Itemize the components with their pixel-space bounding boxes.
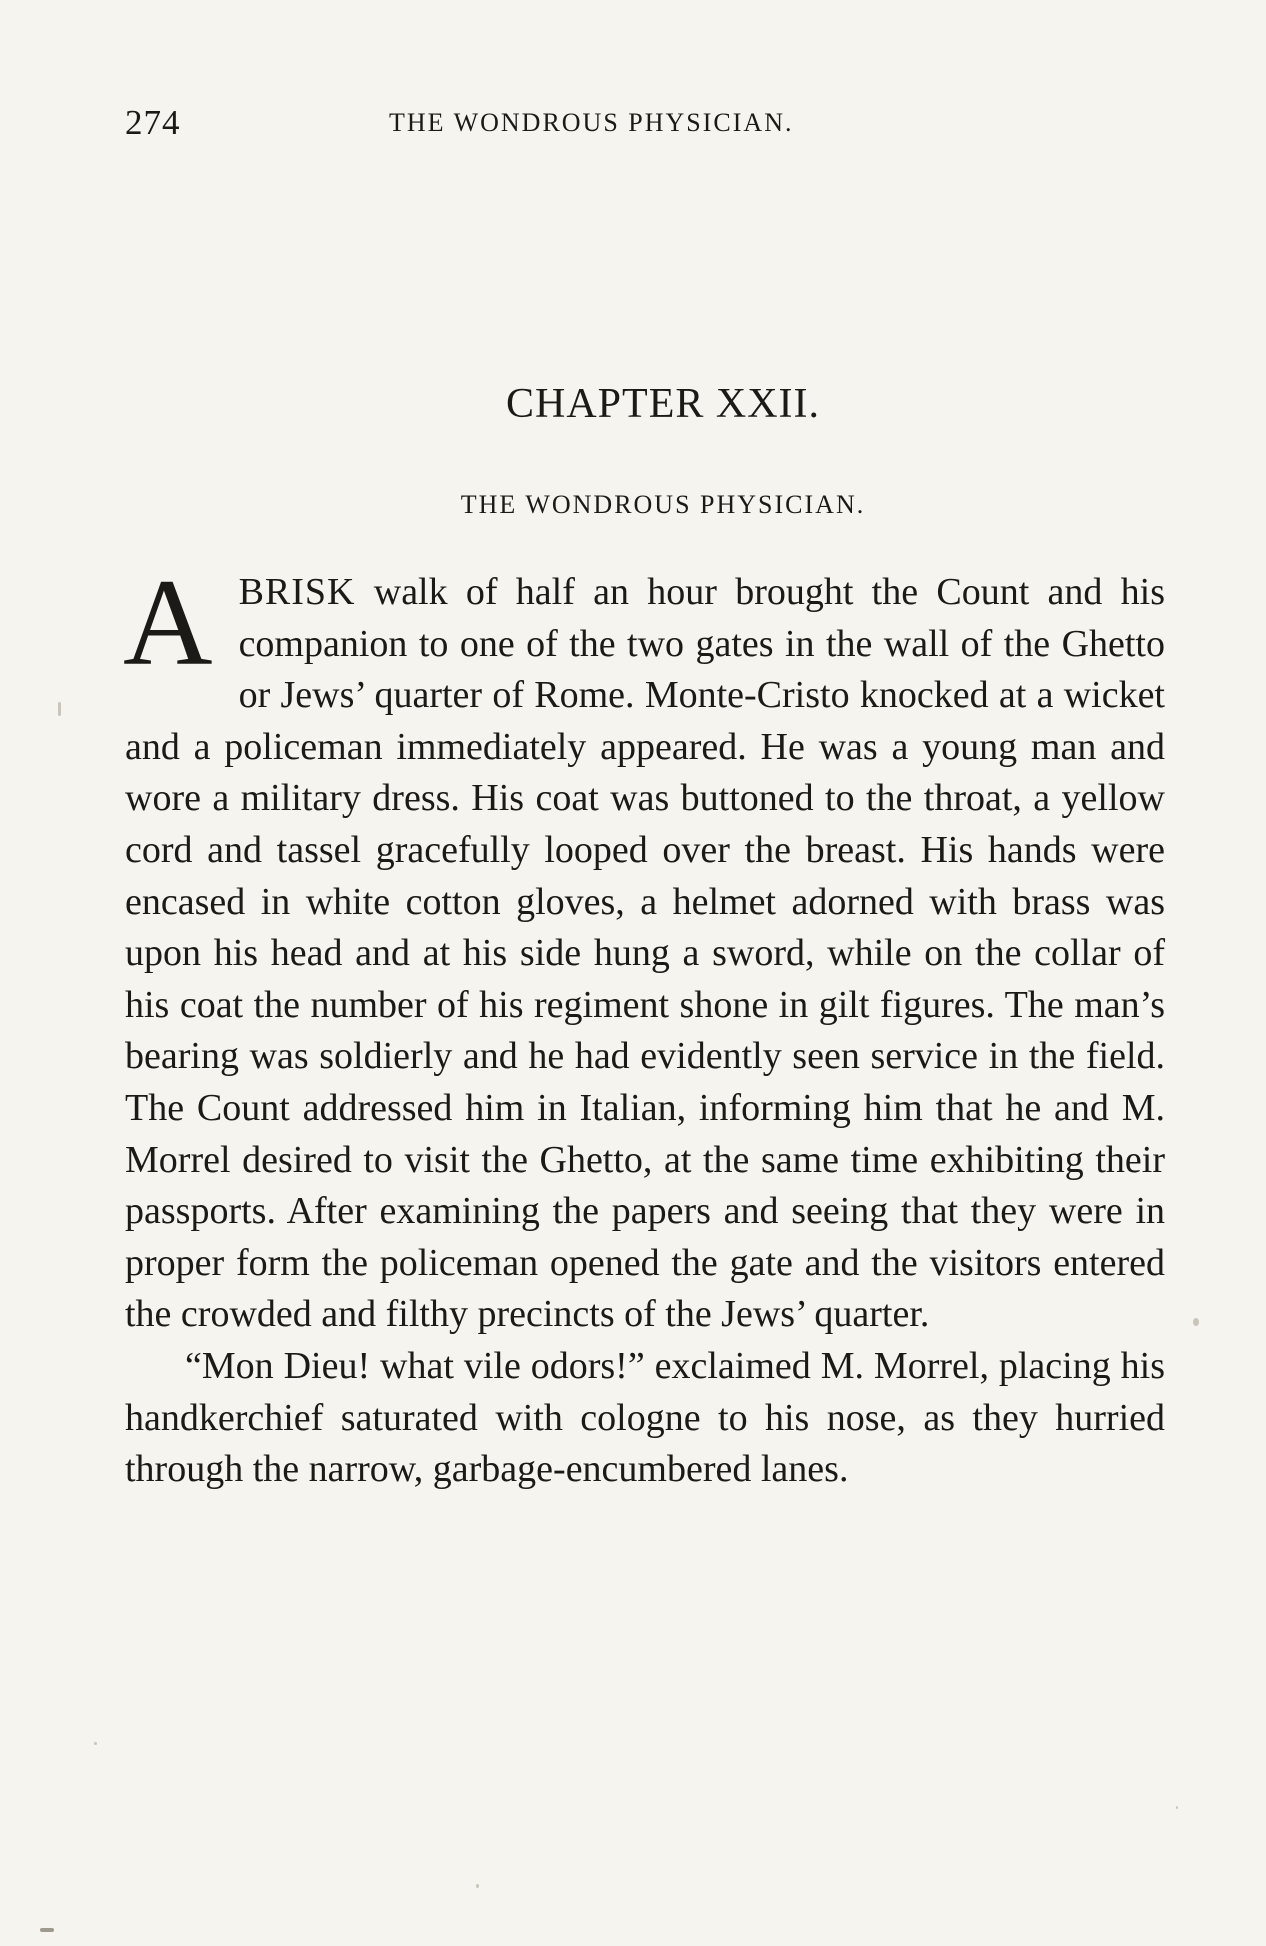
paper-speck [1193, 1318, 1199, 1326]
running-head [125, 103, 1165, 143]
drop-cap: A [123, 554, 213, 691]
running-title: THE WONDROUS PHYSICIAN. [389, 108, 794, 137]
paragraph-1 [123, 554, 1165, 1341]
paper-speck [94, 1742, 97, 1745]
body-text [123, 554, 1165, 1496]
paper-speck [1176, 1806, 1178, 1809]
chapter-heading: CHAPTER XXII. [506, 381, 820, 427]
paper-speck [476, 1884, 479, 1888]
paper-speck [58, 702, 61, 716]
paper-speck [40, 1928, 54, 1932]
paragraph-2: “Mon Dieu! what vile odors!” exclaimed M. Morrel, placing his handkerchief saturated with cologne to his nose, as they hurried through the narrow, garbage-encumbered lanes. [125, 1344, 1165, 1491]
paragraph-1-text: walk of half an hour brought the Count and his companion to one of the two gates in the wall of the Ghetto or Jews’ quarter of Rome. Monte-Cristo knocked at a wicket and a policeman immediately appeared. He was a young man and wore a military dress. His coat was buttoned to the throat, a yellow cord and tassel gracefully looped over the breast. His hands were encased in white cotton gloves, a helmet adorned with brass was upon his head and at his side hung a sword, while on the collar of his coat the number of his regiment shone in gilt figures. The man’s bearing was soldierly and he had evidently seen service in the field. The Count addressed him in Italian, informing him that he and M. Morrel desired to visit the Ghetto, at the same time exhibiting their passports. After examining the papers and seeing that they were in proper form the policeman opened the gate and the visitors entered the crowded and filthy precincts of the Jews’ quarter. [125, 571, 1165, 1336]
opening-words: BRISK [238, 571, 356, 613]
page-number: 274 [125, 103, 181, 142]
chapter-subtitle: THE WONDROUS PHYSICIAN. [460, 490, 866, 519]
